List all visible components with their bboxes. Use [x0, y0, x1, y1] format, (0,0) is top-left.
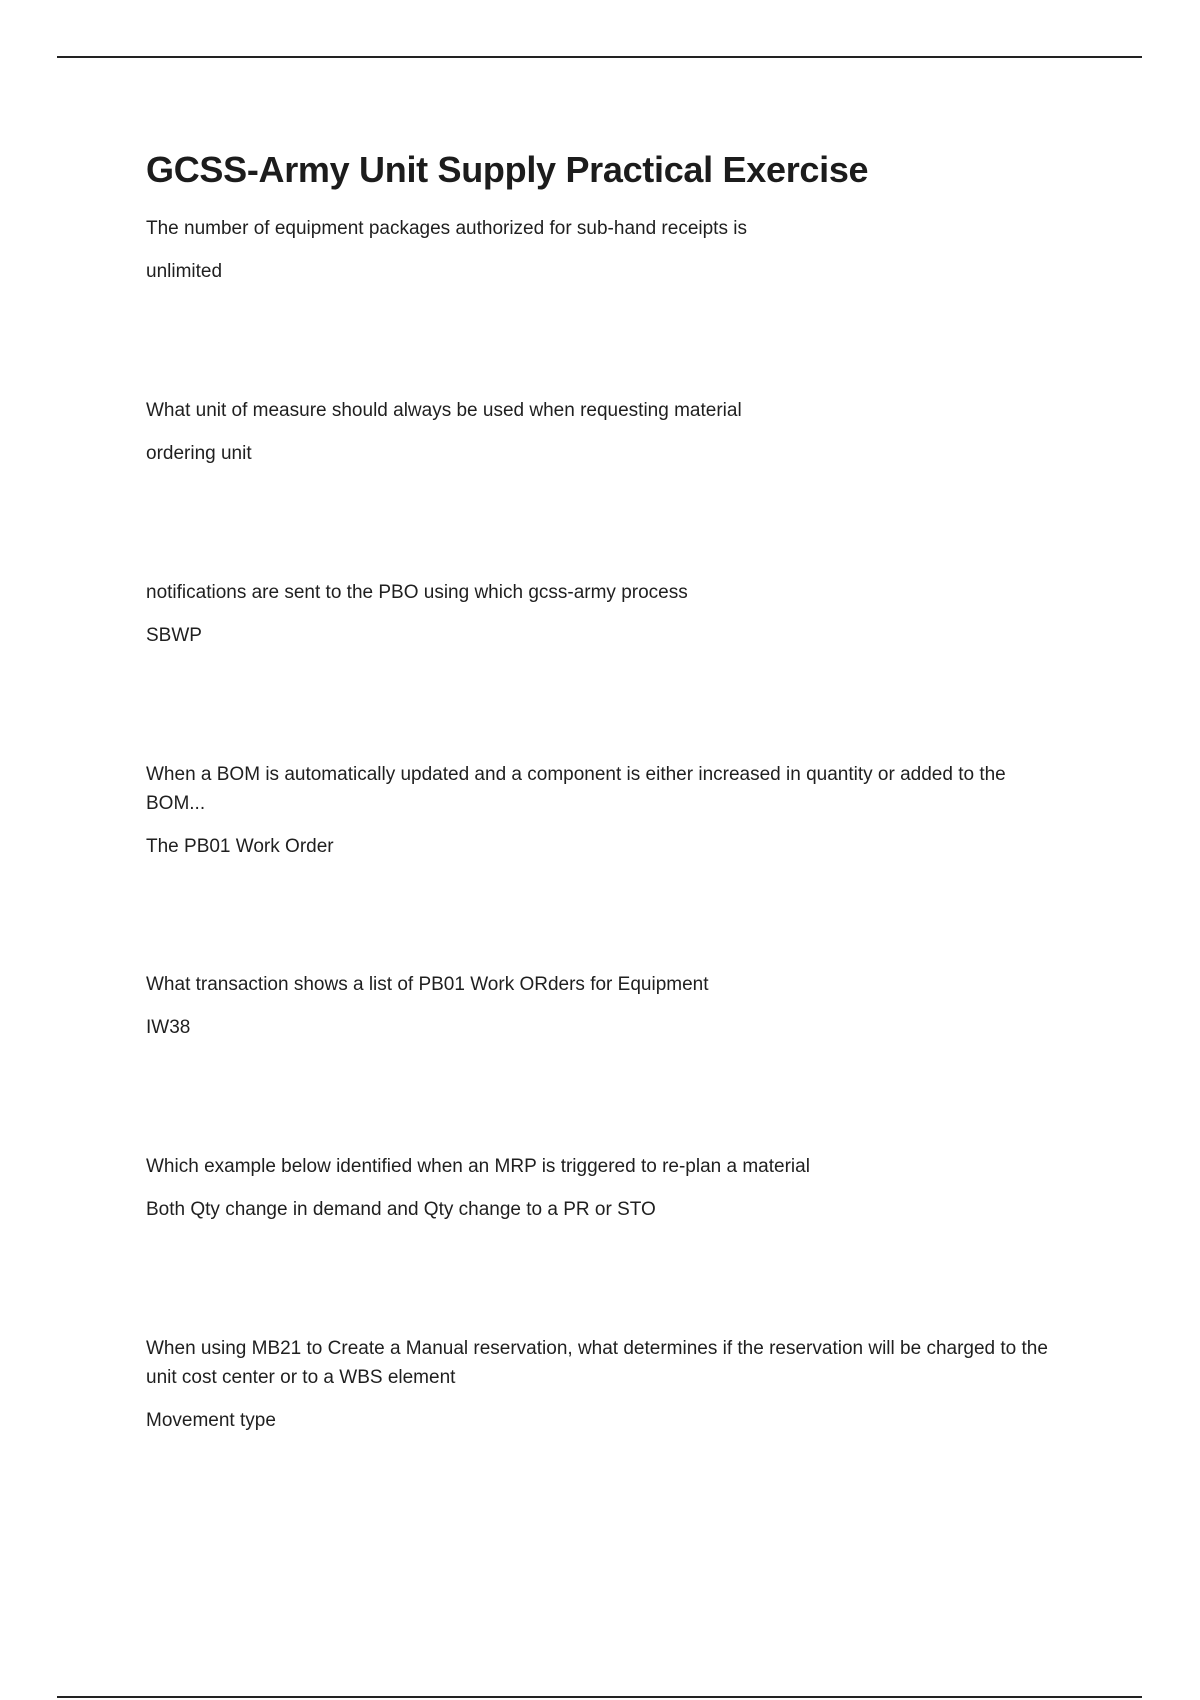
- qa-item: [146, 1152, 1066, 1224]
- qa-item: [146, 760, 1066, 861]
- question-text: When a BOM is automatically updated and a component is either increased in quantity or added to the BOM...: [146, 764, 1006, 814]
- qa-item: [146, 396, 1066, 468]
- question-text: When using MB21 to Create a Manual reservation, what determines if the reservation will be charged to the unit cost center or to a WBS element: [146, 1338, 1048, 1388]
- qa-item: [146, 578, 1066, 650]
- answer-text: Movement type: [146, 1410, 276, 1431]
- question-text: notifications are sent to the PBO using which gcss-army process: [146, 582, 688, 603]
- qa-item: [146, 1334, 1066, 1435]
- question-text: Which example below identified when an MRP is triggered to re-plan a material: [146, 1156, 810, 1177]
- answer-text: IW38: [146, 1017, 191, 1038]
- answer-text: Both Qty change in demand and Qty change to a PR or STO: [146, 1199, 656, 1220]
- document-title: GCSS-Army Unit Supply Practical Exercise: [146, 149, 869, 190]
- answer-text: The PB01 Work Order: [146, 836, 334, 857]
- qa-item: [146, 214, 1066, 286]
- question-text: What transaction shows a list of PB01 Work ORders for Equipment: [146, 974, 709, 995]
- answer-text: unlimited: [146, 261, 223, 282]
- footer-rule: [57, 1696, 1142, 1698]
- question-text: What unit of measure should always be used when requesting material: [146, 400, 742, 421]
- header-rule: [57, 56, 1142, 58]
- answer-text: ordering unit: [146, 443, 252, 464]
- answer-text: SBWP: [146, 625, 202, 646]
- question-text: The number of equipment packages authorized for sub-hand receipts is: [146, 218, 747, 239]
- qa-item: [146, 970, 1066, 1042]
